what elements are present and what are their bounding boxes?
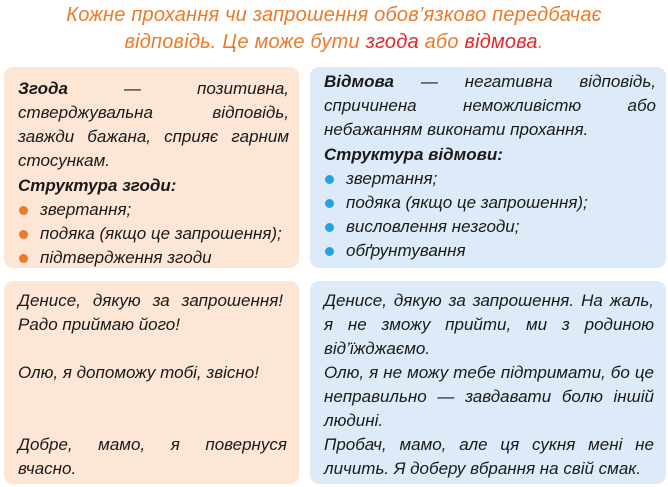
agreement-example-1: Денисе, дякую за запрошення! Радо приймаю його! [18, 291, 283, 334]
header-period: . [537, 31, 544, 53]
refusal-definition-box [310, 67, 666, 268]
list-item [324, 191, 656, 215]
refusal-definition [324, 70, 656, 142]
agreement-definition [18, 77, 289, 173]
refusal-structure-title: Структура відмови: [324, 145, 503, 164]
header-line-1: Кожне прохання чи запрошення обов’язково передбачає [66, 4, 602, 26]
page-header [0, 2, 668, 56]
refusal-examples-box [310, 281, 666, 484]
refusal-example-1: Денисе, дякую за запрошення. На жаль, я не зможу прийти, ми з родиною від’їжджаємо. [324, 291, 654, 358]
list-item [324, 215, 656, 239]
list-item-text: підтвердження згоди [40, 248, 212, 267]
header-agree-word: згода [365, 31, 419, 53]
list-item-text: подяка (якщо це запрошення); [346, 193, 588, 212]
header-line-2 [0, 29, 668, 56]
list-item-text: висловлення незгоди; [346, 217, 520, 236]
header-or-word: або [418, 31, 465, 53]
list-item-text: подяка (якщо це запрошення); [40, 224, 282, 243]
refusal-term: Відмова [324, 72, 394, 91]
bullet-icon [325, 223, 334, 232]
agreement-example-3: Добре, мамо, я повернуся вчасно. [18, 435, 287, 478]
bullet-icon [325, 199, 334, 208]
list-item-text: обґрунтування [346, 241, 466, 260]
refusal-definition-text: — негативна відповідь, спричинена неможливістю або небажанням виконати прохання. [324, 72, 656, 139]
agreement-structure-title: Структура згоди: [18, 176, 177, 195]
agreement-structure-list [18, 198, 289, 270]
bullet-icon [19, 254, 28, 263]
header-text: відповідь. Це може бути [124, 31, 366, 53]
bullet-icon [19, 230, 28, 239]
list-item [324, 239, 656, 263]
agreement-definition-text: — позитивна, стверджувальна відповідь, завжди бажана, сприяє гарним стосункам. [18, 79, 289, 170]
bullet-icon [325, 247, 334, 256]
list-item-text: звертання; [346, 169, 438, 188]
agreement-example-2: Олю, я допоможу тобі, звісно! [18, 363, 259, 382]
list-item [18, 198, 289, 222]
list-item [324, 167, 656, 191]
agreement-examples-box [4, 281, 299, 484]
refusal-example-3: Пробач, мамо, але ця сукня мені не личить. Я доберу вбрання на свій смак. [324, 435, 654, 478]
list-item [18, 246, 289, 270]
bullet-icon [325, 175, 334, 184]
refusal-example-2: Олю, я не можу тебе підтримати, бо це неправильно — завдавати болю іншій людині. [324, 363, 654, 430]
list-item-text: звертання; [40, 200, 132, 219]
bullet-icon [19, 206, 28, 215]
refusal-structure-list [324, 167, 656, 263]
agreement-definition-box [4, 67, 299, 268]
agreement-term: Згода [18, 79, 68, 98]
list-item [18, 222, 289, 246]
header-refuse-word: відмова [464, 31, 538, 53]
